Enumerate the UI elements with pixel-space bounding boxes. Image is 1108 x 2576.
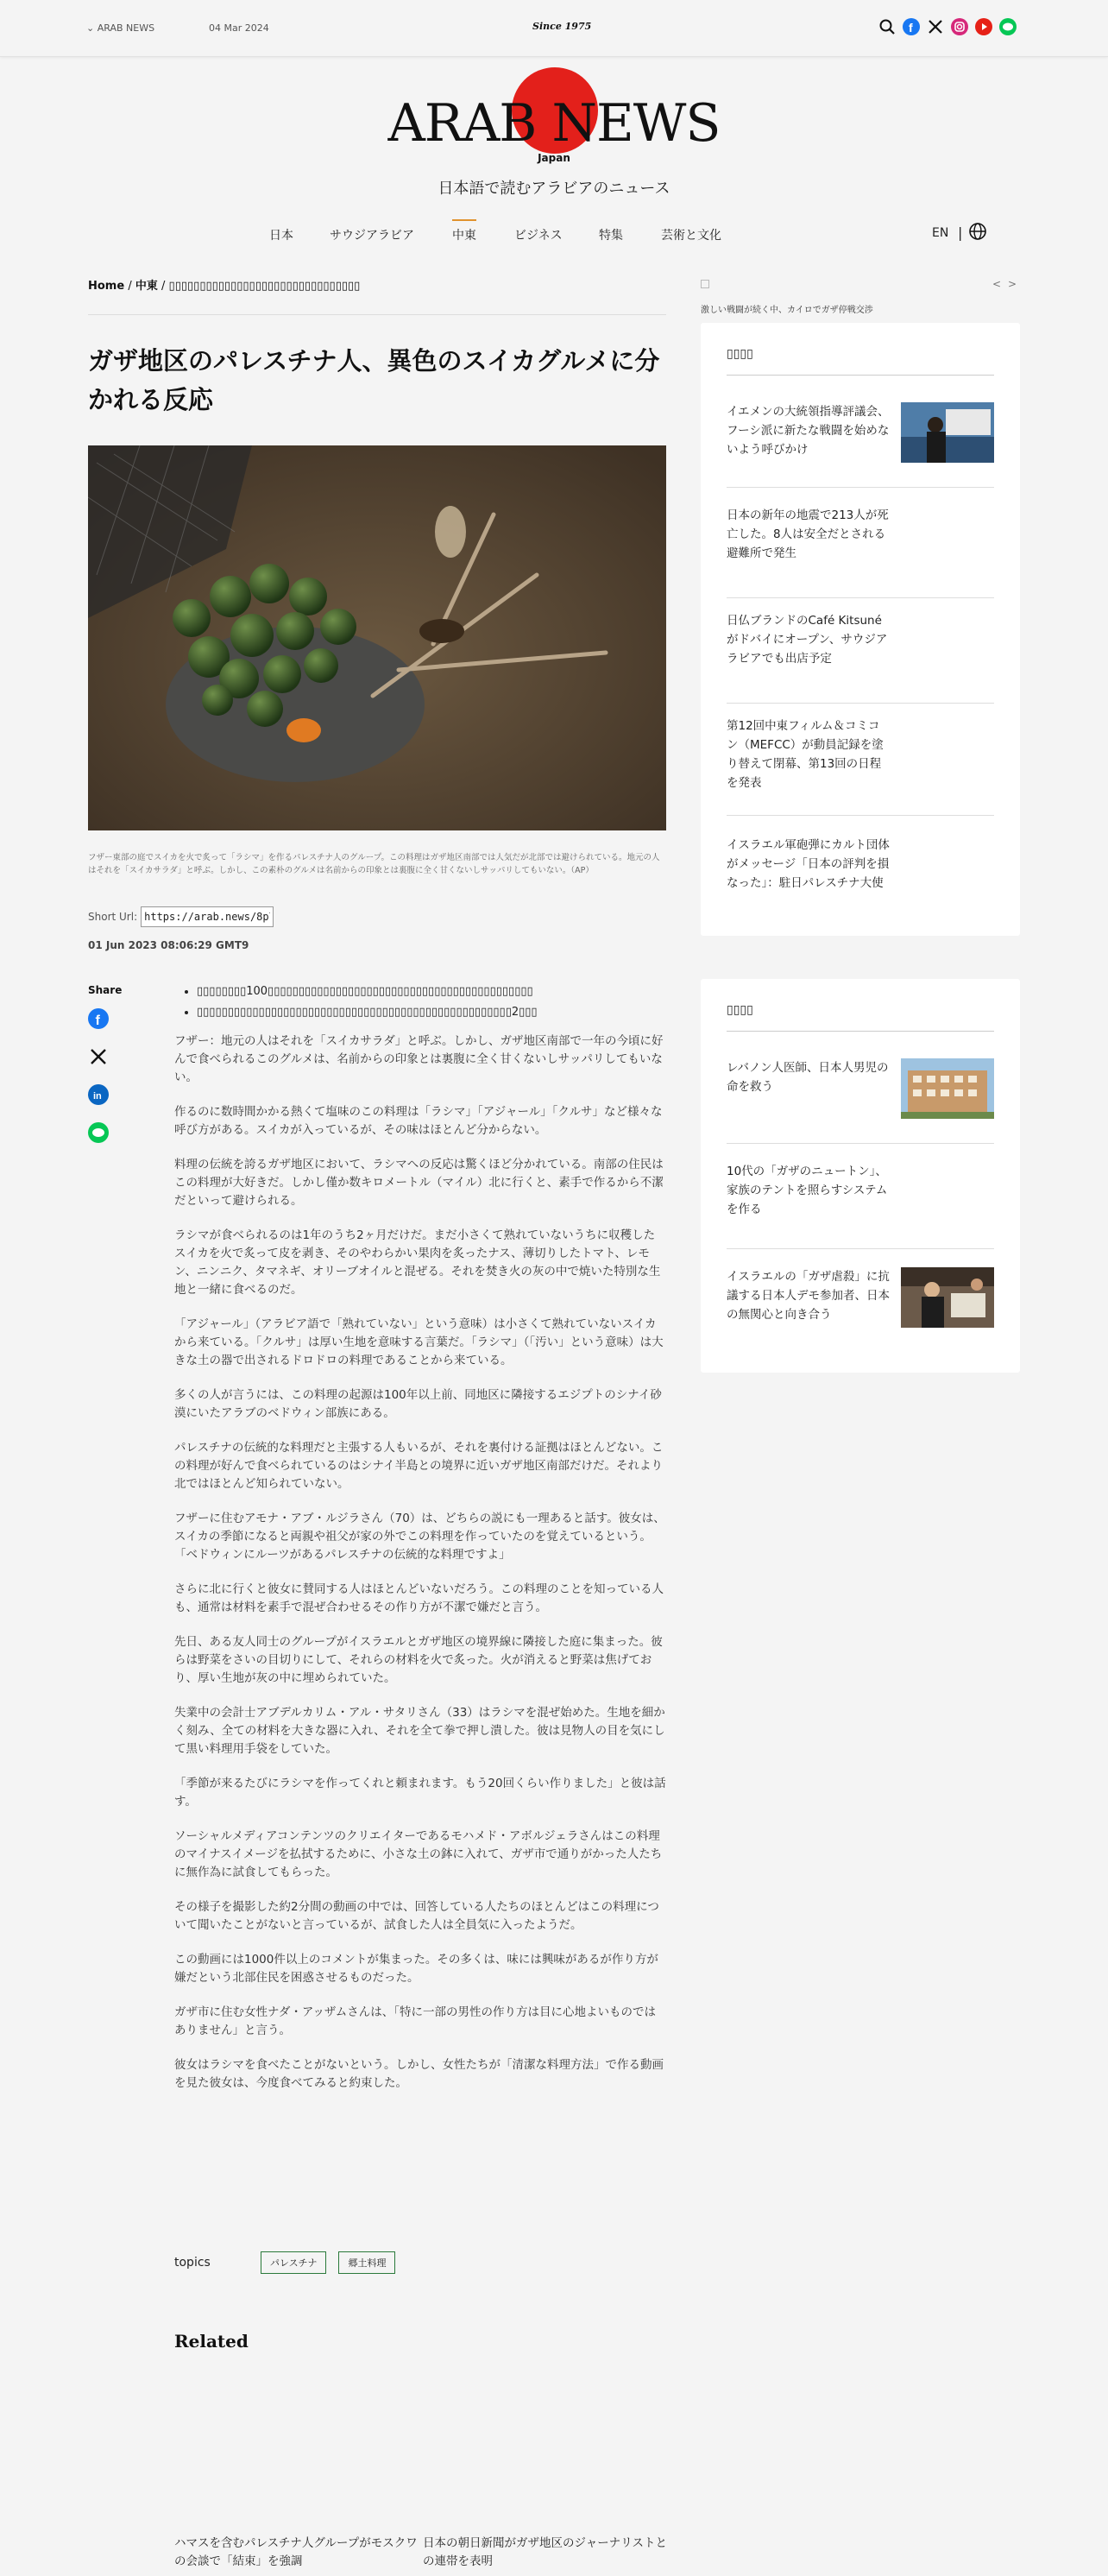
article-body: [174, 1032, 666, 2109]
item-divider: [727, 703, 994, 704]
line-share-icon[interactable]: [88, 1122, 109, 1143]
ticker-next-button[interactable]: >: [1008, 278, 1017, 290]
panel-title: ▯▯▯▯: [727, 347, 753, 361]
nav-item-business[interactable]: ビジネス: [514, 229, 563, 243]
facebook-share-icon[interactable]: [88, 1008, 109, 1029]
sidebar-article-thumbnail[interactable]: [901, 402, 994, 463]
svg-text:f: f: [909, 21, 913, 35]
breadcrumb-section[interactable]: 中東: [135, 280, 158, 293]
nav-item-middle-east[interactable]: 中東: [452, 226, 476, 243]
breadcrumb-current: ▯▯▯▯▯▯▯▯▯▯▯▯▯▯▯▯▯▯▯▯▯▯▯▯▯▯▯▯▯▯▯: [168, 280, 361, 293]
short-url: [88, 906, 274, 927]
article-paragraph: 作るのに数時間かかる熱くて塩味のこの料理は「ラシマ」「アジャール」「クルサ」など様々な呼び方がある。スイカが入っているが、その味はほとんど分からない。: [174, 1105, 663, 1137]
nav-item-features[interactable]: 特集: [599, 229, 623, 243]
sidebar-article-title[interactable]: 10代の「ガザのニュートン」、家族のテントを照らすシステムを作る: [727, 1165, 888, 1216]
sidebar-article-title[interactable]: 第12回中東フィルム＆コミコン（MEFCC）が動員記録を塗り替えて閉幕、第13回の日程を発表: [727, 719, 884, 790]
site-tagline: 日本語で読むアラビアのニュース: [438, 180, 670, 198]
sidebar-article-thumbnail[interactable]: [901, 1267, 994, 1328]
featured-panel: [701, 979, 1020, 1373]
highlight-item: • ▯▯▯▯▯▯▯▯▯▯▯▯▯▯▯▯▯▯▯▯▯▯▯▯▯▯▯▯▯▯▯▯▯▯▯▯▯▯▯▯▯▯▯▯▯▯▯▯▯▯▯2▯▯▯: [197, 1005, 680, 1020]
sidebar-article-title[interactable]: 日仏ブランドのCafé Kitsunéがドバイにオープン、サウジアラビアでも出店予定: [727, 614, 888, 666]
breadcrumb: [88, 276, 360, 293]
sidebar-article-title[interactable]: イスラエル軍砲弾にカルト団体がメッセージ「日本の評判を損なった」：駐日パレスチナ大使: [727, 838, 890, 890]
top-bar: [0, 0, 1108, 57]
article-paragraph: ガザ市に住む女性ナダ・アッザムさんは、「特に一部の男性の作り方は目に心地よいものではありません」と言う。: [174, 2005, 656, 2037]
edition-label: ARAB NEWS: [97, 22, 155, 34]
item-divider: [727, 1248, 994, 1249]
site-logo[interactable]: ARAB NEWS: [387, 93, 721, 154]
panel-divider: [727, 375, 994, 376]
breadcrumb-separator: /: [161, 280, 166, 293]
most-read-panel: [701, 323, 1020, 936]
topic-tag[interactable]: パレスチナ: [261, 2251, 326, 2274]
masthead: [0, 57, 1108, 212]
article-paragraph: ソーシャルメディアコンテンツのクリエイターであるモハメド・アボルジェラさんはこの料理のマイナスイメージを払拭するために、小さな土の鉢に入れて、ガザ市で通りがかった人たちに無作為に試食してもらった。: [174, 1829, 663, 1879]
youtube-icon[interactable]: [975, 18, 992, 35]
sidebar-article-title[interactable]: 日本の新年の地震で213人が死亡した。8人は安全だとされる避難所で発生: [727, 508, 889, 560]
current-date: 04 Mar 2024: [209, 22, 269, 34]
article-paragraph: フザー：地元の人はそれを「スイカサラダ」と呼ぶ。しかし、ガザ地区南部で一年の今頃に好んで食べられるこのグルメは、名前からの印象とは裏腹に全く甘くないしサッパリしてもいない。: [174, 1034, 664, 1084]
panel-divider: [727, 1031, 994, 1032]
edition-selector[interactable]: [86, 22, 154, 34]
related-article-link[interactable]: ハマスを含むパレスチナ人グループがモスクワの会談で「結束」を強調: [174, 2536, 418, 2568]
article-paragraph: 料理の伝統を誇るガザ地区において、ラシマへの反応は驚くほど分かれている。南部の住民はこの料理が大好きだ。しかし僅か数キロメートル（マイル）北に行くと、素手で作るから不潔だといって避けられる。: [174, 1158, 664, 1208]
article-paragraph: ラシマが食べられるのは1年のうち2ヶ月だけだ。まだ小さくて熟れていないうちに収穫したスイカを火で炙って皮を剥き、そのやわらかい果肉を炙ったナス、薄切りしたトマト、レモン、ニンニク、タマネギ、オリーブオイルと混ぜる。それを焚き火の灰の中で焼いた特別な生地と一緒に食べるのだ。: [174, 1228, 661, 1297]
article-paragraph: 彼女はラシマを食べたことがないという。しかし、女性たちが「清潔な料理方法」で作る動画を見た彼女は、今度食べてみると約束した。: [174, 2058, 664, 2090]
ticker-prev-button[interactable]: <: [992, 278, 1002, 290]
x-icon[interactable]: [927, 18, 944, 35]
item-divider: [727, 487, 994, 488]
publish-date: 01 Jun 2023 08:06:29 GMT9: [88, 939, 249, 951]
short-url-label: Short Url:: [88, 911, 138, 923]
chevron-down-icon: ⌄: [86, 22, 98, 34]
related-article-link[interactable]: 日本の朝日新聞がガザ地区のジャーナリストとの連帯を表明: [423, 2536, 667, 2568]
article-paragraph: パレスチナの伝統的な料理だと主張する人もいるが、それを裏付ける証拠はほとんどない。この料理が好んで食べられているのはシナイ半島との境界に近いガザ地区南部だけだ。それより北ではほとんど知られていない。: [174, 1441, 664, 1491]
panel-title: ▯▯▯▯: [727, 1003, 753, 1017]
since-label: Since 1975: [532, 21, 592, 32]
sidebar-article-title[interactable]: レバノン人医師、日本人男児の命を救う: [727, 1061, 889, 1094]
article-paragraph: この動画には1000件以上のコメントが集まった。その多くは、味には興味があるが作り方が嫌だという北部住民を困惑させるものだった。: [174, 1953, 658, 1985]
logo-subtitle: Japan: [538, 152, 570, 164]
article-paragraph: 「季節が来るたびにラシマを作ってくれと頼まれます。もう20回くらい作りました」と彼は話す。: [174, 1777, 666, 1809]
article-paragraph: 「アジャール」（アラビア語で「熟れていない」という意味）は小さくて熟れていないスイカから来ている。「クルサ」は厚い生地を意味する言葉だ。「ラシマ」（「汚い」という意味）は大きな土の器で出されるドロドロの料理であることから来ている。: [174, 1317, 664, 1367]
x-share-icon[interactable]: [88, 1046, 109, 1067]
share-label: Share: [88, 984, 123, 996]
article-paragraph: 失業中の会計士アブデルカリム・アル・サタリさん（33）はラシマを混ぜ始めた。生地を細かく刻み、全ての材料を大きな器に入れ、それを全て拳で押し潰した。彼は見物人の目を気にして黒い料理用手袋をしていた。: [174, 1706, 665, 1756]
news-ticker: [701, 278, 1020, 313]
breadcrumb-home[interactable]: Home: [88, 280, 125, 293]
search-icon[interactable]: [878, 18, 896, 35]
sidebar-article-thumbnail[interactable]: [901, 1058, 994, 1119]
item-divider: [727, 1143, 994, 1144]
sidebar-article-title[interactable]: イエメンの大統領指導評議会、フーシ派に新たな戦闘を始めないよう呼びかけ: [727, 405, 890, 457]
topic-tag[interactable]: 郷土料理: [338, 2251, 395, 2274]
instagram-icon[interactable]: [951, 18, 968, 35]
highlight-item: • ▯▯▯▯▯▯▯▯100▯▯▯▯▯▯▯▯▯▯▯▯▯▯▯▯▯▯▯▯▯▯▯▯▯▯▯▯▯▯▯▯▯▯▯▯▯▯▯▯▯▯▯: [197, 984, 680, 1000]
linkedin-share-icon[interactable]: [88, 1084, 109, 1105]
nav-separator: |: [958, 224, 963, 241]
article-paragraph: さらに北に行くと彼女に賛同する人はほとんどいないだろう。この料理のことを知っている人も、通常は材料を素手で混ぜ合わせるその作り方が不潔で嫌だと言う。: [174, 1582, 664, 1614]
social-icons: [878, 18, 1017, 35]
line-icon[interactable]: [999, 18, 1017, 35]
article-paragraph: 多くの人が言うには、この料理の起源は100年以上前、同地区に隣接するエジプトのシナイ砂漠にいたアラブのベドウィン部族にある。: [174, 1388, 662, 1420]
sidebar-article-title[interactable]: イスラエルの「ガザ虐殺」に抗議する日本人デモ参加者、日本の無関心と向き合う: [727, 1270, 890, 1322]
svg-text:f: f: [95, 1013, 100, 1028]
globe-icon[interactable]: [968, 222, 987, 244]
article-paragraph: フザーに住むアモナ・アブ・ルジラさん（70）は、どちらの説にも一理あると話す。彼女は、スイカの季節になると両親や祖父が家の外でこの料理を作っていたのを覚えているという。「ベドウィンにルーツがあるパレスチナの伝統的な料理ですよ」: [174, 1512, 665, 1562]
nav-item-art-culture[interactable]: 芸術と文化: [661, 229, 721, 243]
svg-text:in: in: [93, 1091, 102, 1102]
ticker-headline[interactable]: 激しい戦闘が続く中、カイロでガザ停戦交渉: [701, 306, 873, 315]
item-divider: [727, 597, 994, 598]
short-url-field[interactable]: [141, 906, 274, 927]
share-bar: [88, 984, 123, 1160]
related-heading: Related: [174, 2331, 249, 2352]
nav-item-saudi-arabia[interactable]: サウジアラビア: [330, 229, 414, 243]
topics-bar: [174, 2251, 666, 2274]
image-caption: フザー東部の庭でスイカを火で炙って「ラシマ」を作るパレスチナ人のグループ。この料理はガザ地区南部では人気だが北部では避けられている。地元の人はそれを「スイカサラダ」と呼ぶ。しかし、この素朴のグルメは名前からの印象とは裏腹に全く甘くないしサッパリしてもいない。（AP）: [88, 853, 660, 875]
breadcrumb-separator: /: [128, 280, 132, 293]
article-paragraph: 先日、ある友人同士のグループがイスラエルとガザ地区の境界線に隣接した庭に集まった。彼らは野菜をさいの目切りにして、それらの材料を火で炙った。火が消えると野菜は焦げており、厚い生地が灰の中に埋められていた。: [174, 1635, 663, 1685]
item-divider: [727, 815, 994, 816]
article-hero-image: [88, 445, 666, 830]
article-paragraph: その様子を撮影した約2分間の動画の中では、回答している人たちのほとんどはこの料理について聞いたことがないと言っているが、試食した人は全員気に入ったようだ。: [174, 1900, 659, 1932]
divider: [88, 314, 666, 315]
article-highlights: [197, 984, 680, 1026]
language-switch[interactable]: EN: [932, 226, 949, 240]
nav-item-japan[interactable]: 日本: [269, 229, 293, 243]
main-nav: [0, 216, 1108, 254]
ticker-marker: [701, 280, 709, 288]
topics-label: topics: [174, 2256, 211, 2270]
article-title: ガザ地区のパレスチナ人、異色のスイカグルメに分かれる反応: [88, 346, 660, 414]
facebook-icon[interactable]: [903, 18, 920, 35]
